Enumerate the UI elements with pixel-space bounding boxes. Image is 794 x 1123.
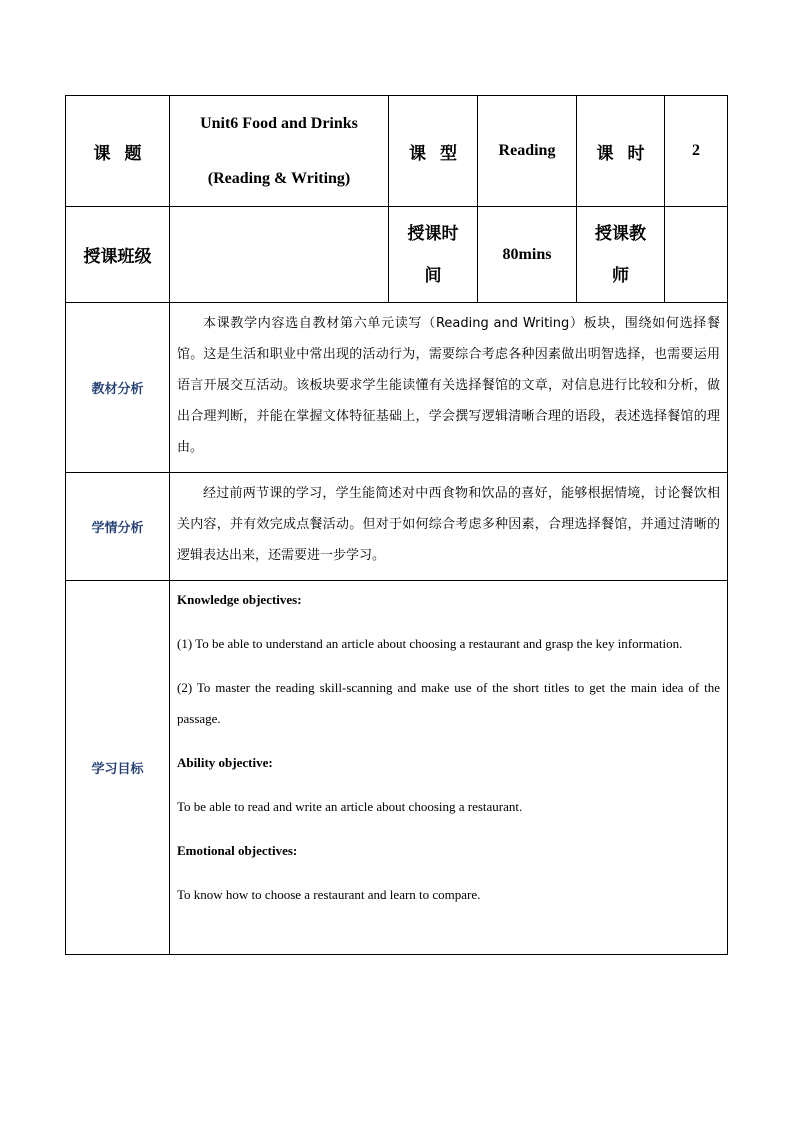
- learning-objectives-cell: [170, 581, 728, 955]
- teacher-label-line1: 授课教: [595, 223, 646, 244]
- learning-objectives-label: 学习目标: [66, 581, 170, 955]
- hours-label: 课时: [577, 96, 665, 207]
- lesson-title-line1: Unit6 Food and Drinks: [200, 115, 358, 132]
- emotional-objective-1: To know how to choose a restaurant and learn to compare.: [177, 887, 481, 902]
- material-analysis-text: 本课教学内容选自教材第六单元读写（Reading and Writing）板块，围绕如何选择餐馆。这是生活和职业中常出现的活动行为，需要综合考虑各种因素做出明智选择，也需要运用语言开展交互活动。该板块要求学生能读懂有关选择餐馆的文章，对信息进行比较和分析，做出合理判断，并能在掌握文体特征基础上，学会撰写逻辑清晰合理的语段，表述选择餐馆的理由。: [177, 316, 720, 455]
- ability-objective-1: To be able to read and write an article about choosing a restaurant.: [177, 799, 523, 814]
- type-value: Reading: [478, 96, 577, 207]
- emotional-heading: Emotional objectives:: [177, 843, 298, 858]
- student-analysis-cell: [170, 473, 728, 581]
- material-analysis-cell: [170, 303, 728, 473]
- header-row: [66, 96, 728, 207]
- class-value: [170, 207, 389, 303]
- teacher-label-cell: [577, 207, 665, 303]
- material-analysis-row: [66, 303, 728, 473]
- teacher-value: [665, 207, 728, 303]
- lesson-title-cell: [170, 96, 389, 207]
- class-label: 授课班级: [66, 207, 170, 303]
- knowledge-objective-1: (1) To be able to understand an article about choosing a restaurant and grasp the key information.: [177, 636, 683, 651]
- type-label: 课型: [389, 96, 478, 207]
- time-label-line1: 授课时: [407, 223, 459, 244]
- time-label-line2: 间: [424, 265, 442, 286]
- time-label-cell: [389, 207, 478, 303]
- topic-label: 课题: [66, 96, 170, 207]
- teacher-label-line2: 师: [612, 265, 629, 286]
- ability-heading: Ability objective:: [177, 755, 273, 770]
- lesson-title-line2: (Reading & Writing): [207, 170, 351, 187]
- student-analysis-label: 学情分析: [66, 473, 170, 581]
- knowledge-objective-2: (2) To master the reading skill-scanning and make use of the short titles to get the main idea of the passage.: [177, 680, 720, 726]
- class-row: [66, 207, 728, 303]
- student-analysis-row: [66, 473, 728, 581]
- hours-value: 2: [665, 96, 728, 207]
- lesson-plan-table: [65, 95, 728, 955]
- learning-objectives-row: [66, 581, 728, 955]
- time-value: 80mins: [478, 207, 577, 303]
- material-analysis-label: 教材分析: [66, 303, 170, 473]
- knowledge-heading: Knowledge objectives:: [177, 592, 302, 607]
- student-analysis-text: 经过前两节课的学习，学生能简述对中西食物和饮品的喜好，能够根据情境，讨论餐饮相关内容，并有效完成点餐活动。但对于如何综合考虑多种因素，合理选择餐馆，并通过清晰的逻辑表达出来，还需要进一步学习。: [177, 486, 720, 563]
